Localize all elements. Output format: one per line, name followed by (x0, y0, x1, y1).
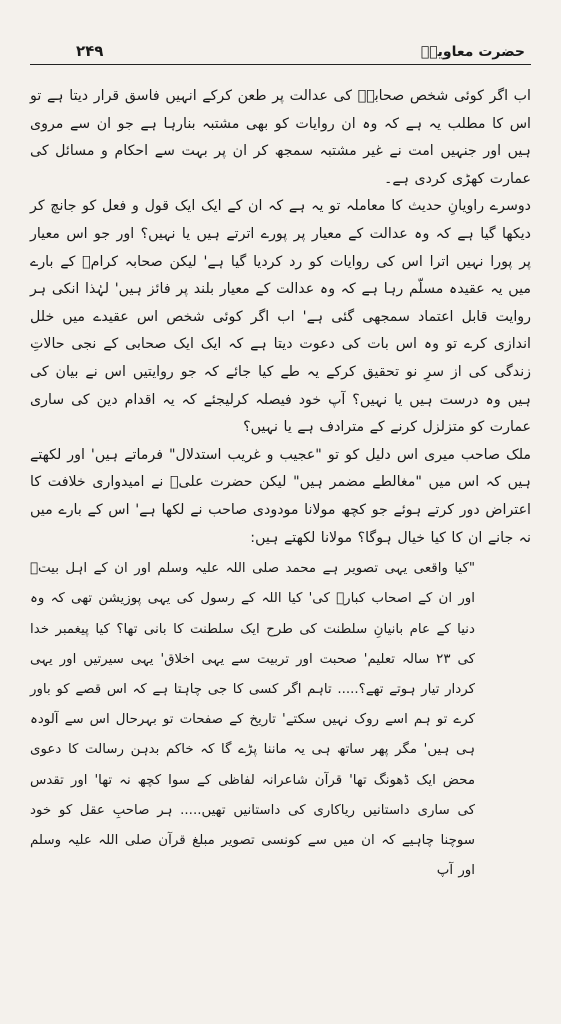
page-header (30, 34, 531, 65)
paragraph-1: اب اگر کوئی شخص صحابہؓ کی عدالت پر طعن کرکے انہیں فاسق قرار دیتا ہے تو اس کا مطلب یہ ہے کہ وہ ان روایات کو بھی مشتبہ بنارہا ہے جو ان سے مروی ہیں اور جنہیں امت نے غیر مشتبہ سمجھ کر ان پر بہت سے احکام و مسائل کی عمارت کھڑی کردی ہے۔ (30, 88, 531, 187)
page-body (30, 83, 531, 886)
block-quote: "کیا واقعی یہی تصویر ہے محمد صلی اللہ علیہ وسلم اور ان کے اہل بیتؓ اور ان کے اصحاب کبارؓ کی' کیا اللہ کے رسول کی یہی پوزیشن تھی کہ وہ دنیا کے عام بانیانِ سلطنت کی طرح ایک سلطنت کا بانی تھا؟ کیا پیغمبر خدا کی ۲۳ سالہ تعلیم' صحبت اور تربیت سے یہی اخلاق' یہی سیرتیں اور یہی کردار تیار ہوتے تھے؟..... تاہم اگر کسی کا جی چاہتا ہے کہ اس قصے کو باور کرے تو ہم اسے روک نہیں سکتے' تاریخ کے صفحات تو بہرحال اس سے آلودہ ہی ہیں' مگر پھر ساتھ ہی یہ ماننا پڑے گا کہ خاکم بدہن رسالت کا دعوی محض ایک ڈھونگ تھا' قرآن شاعرانہ لفاظی کے سوا کچھ نہ تھا' اور تقدس کی ساری داستانیں ریاکاری کی داستانیں تھیں..... ہر صاحبِ عقل کو خود سوچنا چاہیے کہ ان میں سے کونسی تصویر مبلغ قرآن صلی اللہ علیہ وسلم اور آپ (30, 561, 475, 879)
running-title: حضرت معاویہؓ (420, 44, 525, 60)
paragraph-2: دوسرے راویانِ حدیث کا معاملہ تو یہ ہے کہ ان کے ایک ایک قول و فعل کو جانچ کر دیکھا گیا ہے کہ وہ عدالت کے معیار پر پورے اترتے ہیں یا نہیں؟ اور جو اس معیار پر پورا نہیں اترا اس کی روایات کو رد کردیا گیا ہے' لیکن صحابہ کرامؓ کے بارے میں یہ عقیدہ مسلّم رہا ہے کہ وہ عدالت کے معیار بلند پر فائز ہیں' لہٰذا انکی ہر روایت قابل اعتماد سمجھی گئی ہے' اب اگر کوئی شخص اس عقیدے میں خلل اندازی کرے تو وہ اس بات کی دعوت دیتا ہے کہ ایک ایک صحابی کے نجی حالاتِ زندگی کی از سرِ نو تحقیق کرکے یہ طے کیا جائے کہ جو روایتیں اس نے بیان کی ہیں وہ درست ہیں یا نہیں؟ آپ خود فیصلہ کرلیجئے کہ یہ اقدام دین کی ساری عمارت کو متزلزل کرنے کے مترادف ہے یا نہیں؟ (30, 198, 531, 436)
page-number: ۲۴۹ (76, 42, 104, 60)
paragraph-3: ملک صاحب میری اس دلیل کو تو "عجیب و غریب استدلال" فرماتے ہیں' اور لکھتے ہیں کہ اس میں "مغالطے مضمر ہیں" لیکن حضرت علیؓ نے امیدواری خلافت کا اعتراض دور کرتے ہوئے جو کچھ مولانا مودودی صاحب نے لکھا ہے' اس کے بارے میں نہ جانے ان کا کیا خیال ہوگا؟ مولانا لکھتے ہیں: (30, 446, 531, 546)
